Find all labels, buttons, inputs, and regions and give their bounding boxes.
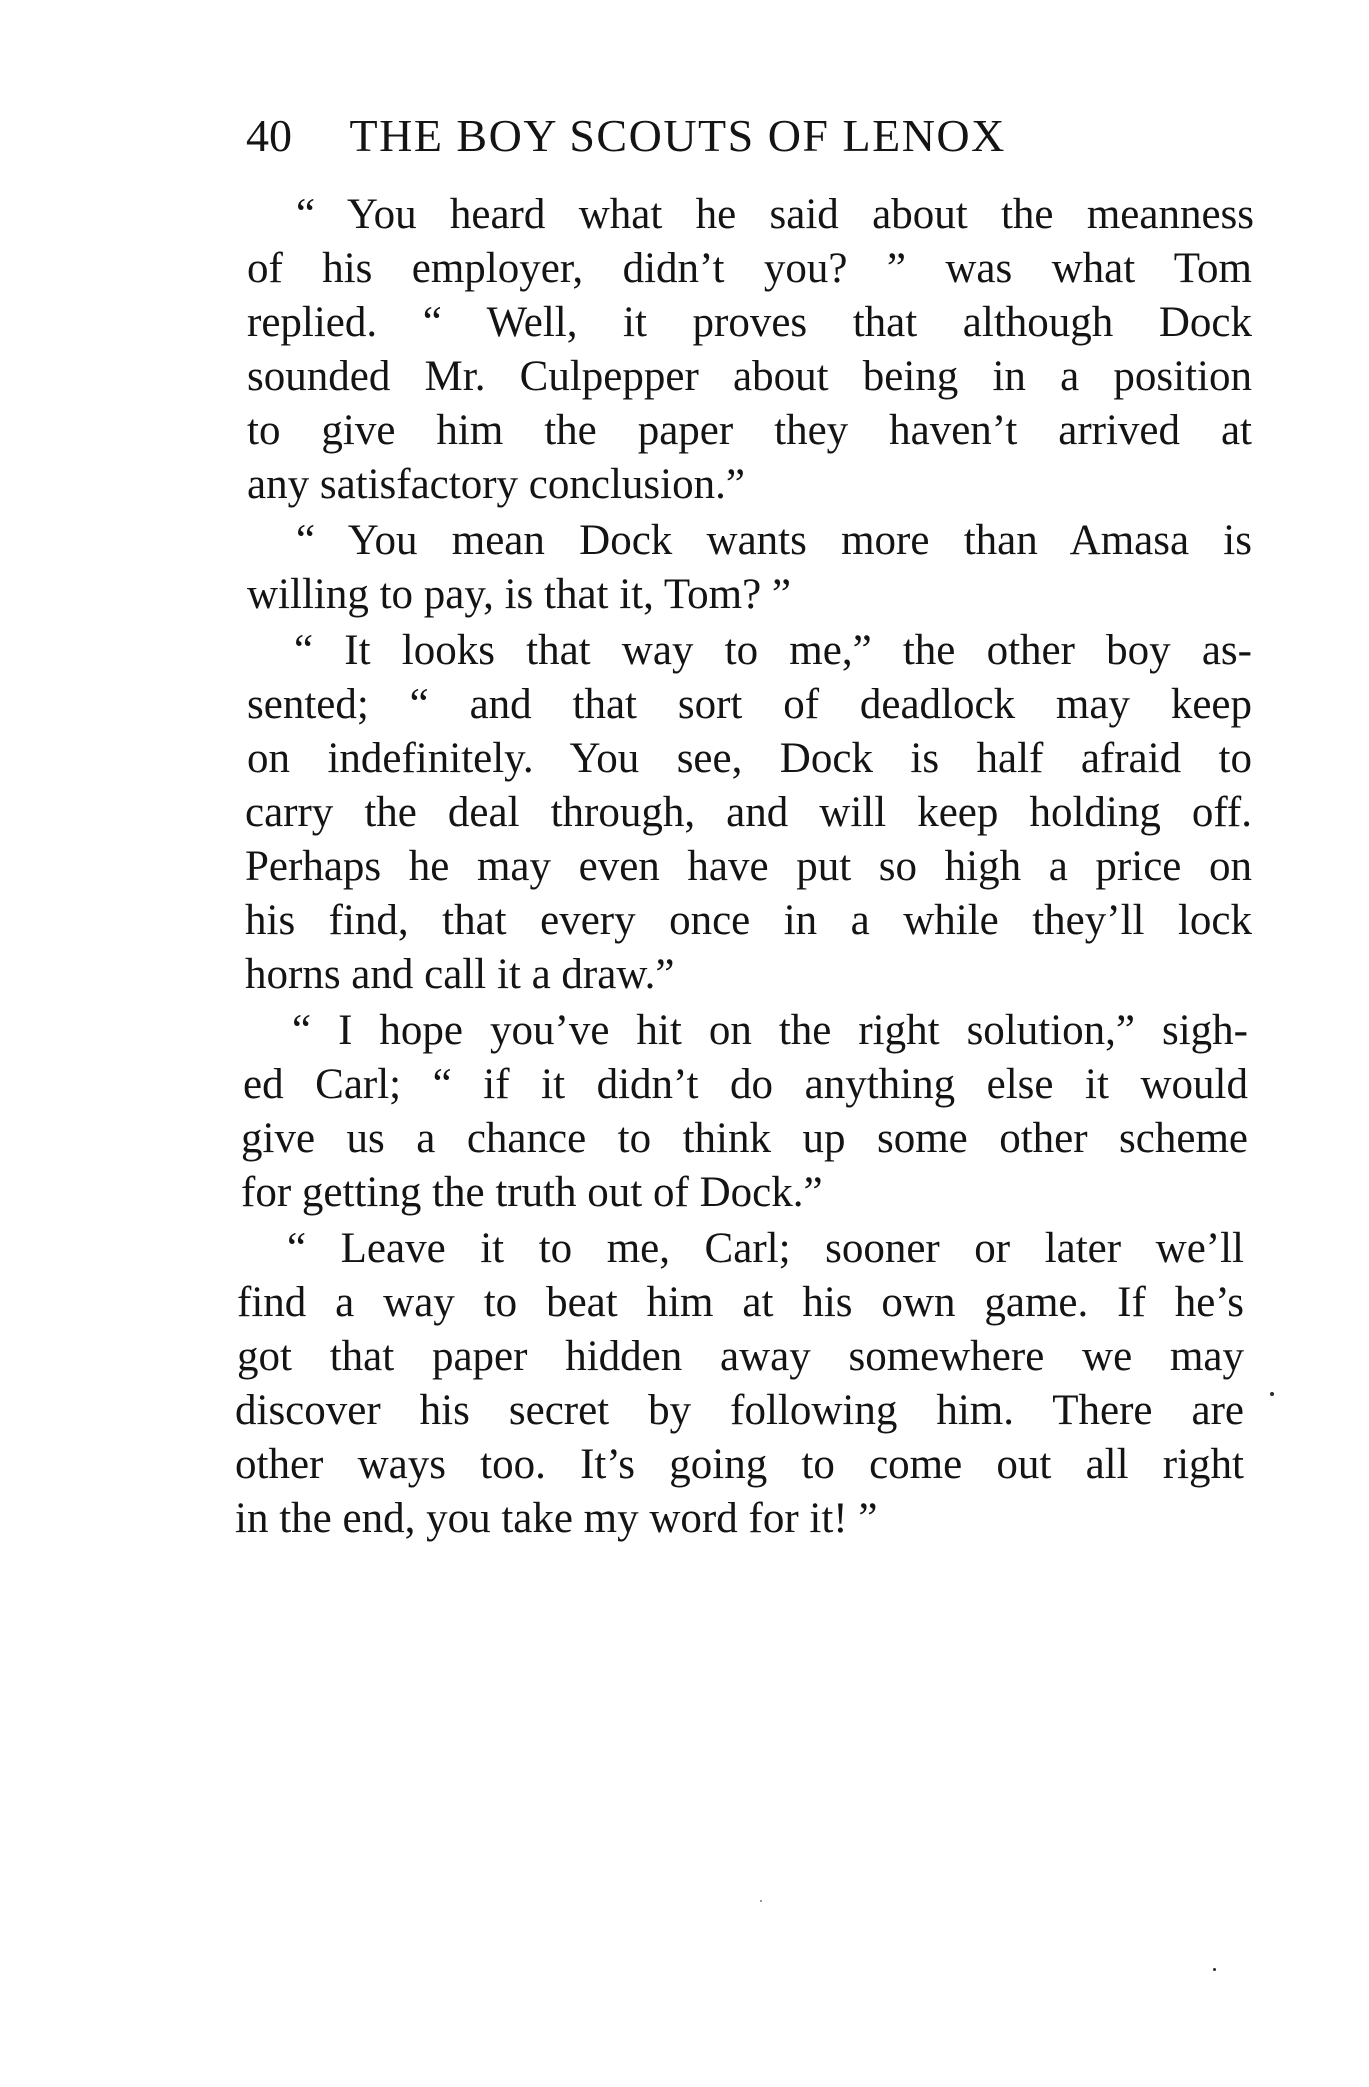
paper-speck	[1213, 1968, 1216, 1971]
text-line: willing to pay, is that it, Tom? ”	[247, 571, 791, 618]
text-line: replied. “ Well, it proves that although Dock	[247, 299, 1252, 346]
text-line: “ You heard what he said about the meanness	[296, 191, 1254, 238]
text-line: find a way to beat him at his own game. If he’s	[237, 1279, 1244, 1326]
text-line: “ Leave it to me, Carl; sooner or later we’ll	[287, 1225, 1244, 1272]
text-line: for getting the truth out of Dock.”	[241, 1169, 823, 1216]
text-line: discover his secret by following him. There are	[235, 1387, 1244, 1434]
text-line: carry the deal through, and will keep holding off.	[245, 789, 1252, 836]
text-line: his find, that every once in a while they’ll lock	[245, 897, 1252, 944]
text-line: Perhaps he may even have put so high a price on	[245, 843, 1252, 890]
text-line: “ I hope you’ve hit on the right solution,” sigh-	[292, 1007, 1248, 1054]
text-line: got that paper hidden away somewhere we may	[237, 1333, 1244, 1380]
running-title: THE BOY SCOUTS OF LENOX	[349, 110, 1006, 161]
text-line: sounded Mr. Culpepper about being in a position	[247, 353, 1252, 400]
text-line: ed Carl; “ if it didn’t do anything else it would	[243, 1061, 1248, 1108]
text-line: horns and call it a draw.”	[245, 951, 675, 998]
page-number: 40	[246, 110, 292, 161]
text-line: to give him the paper they haven’t arrived at	[247, 407, 1252, 454]
paper-speck	[1270, 1392, 1274, 1396]
text-line: give us a chance to think up some other scheme	[241, 1115, 1248, 1162]
page-header	[246, 108, 1246, 164]
text-line: on indefinitely. You see, Dock is half afraid to	[247, 735, 1252, 782]
text-line: any satisfactory conclusion.”	[247, 461, 745, 508]
paper-speck	[760, 1900, 762, 1902]
text-line: “ You mean Dock wants more than Amasa is	[296, 517, 1252, 564]
text-line: “ It looks that way to me,” the other boy as-	[294, 627, 1252, 674]
text-line: sented; “ and that sort of deadlock may keep	[247, 681, 1252, 728]
text-line: of his employer, didn’t you? ” was what Tom	[247, 245, 1252, 292]
text-line: in the end, you take my word for it! ”	[235, 1495, 878, 1542]
text-line: other ways too. It’s going to come out all right	[235, 1441, 1244, 1488]
